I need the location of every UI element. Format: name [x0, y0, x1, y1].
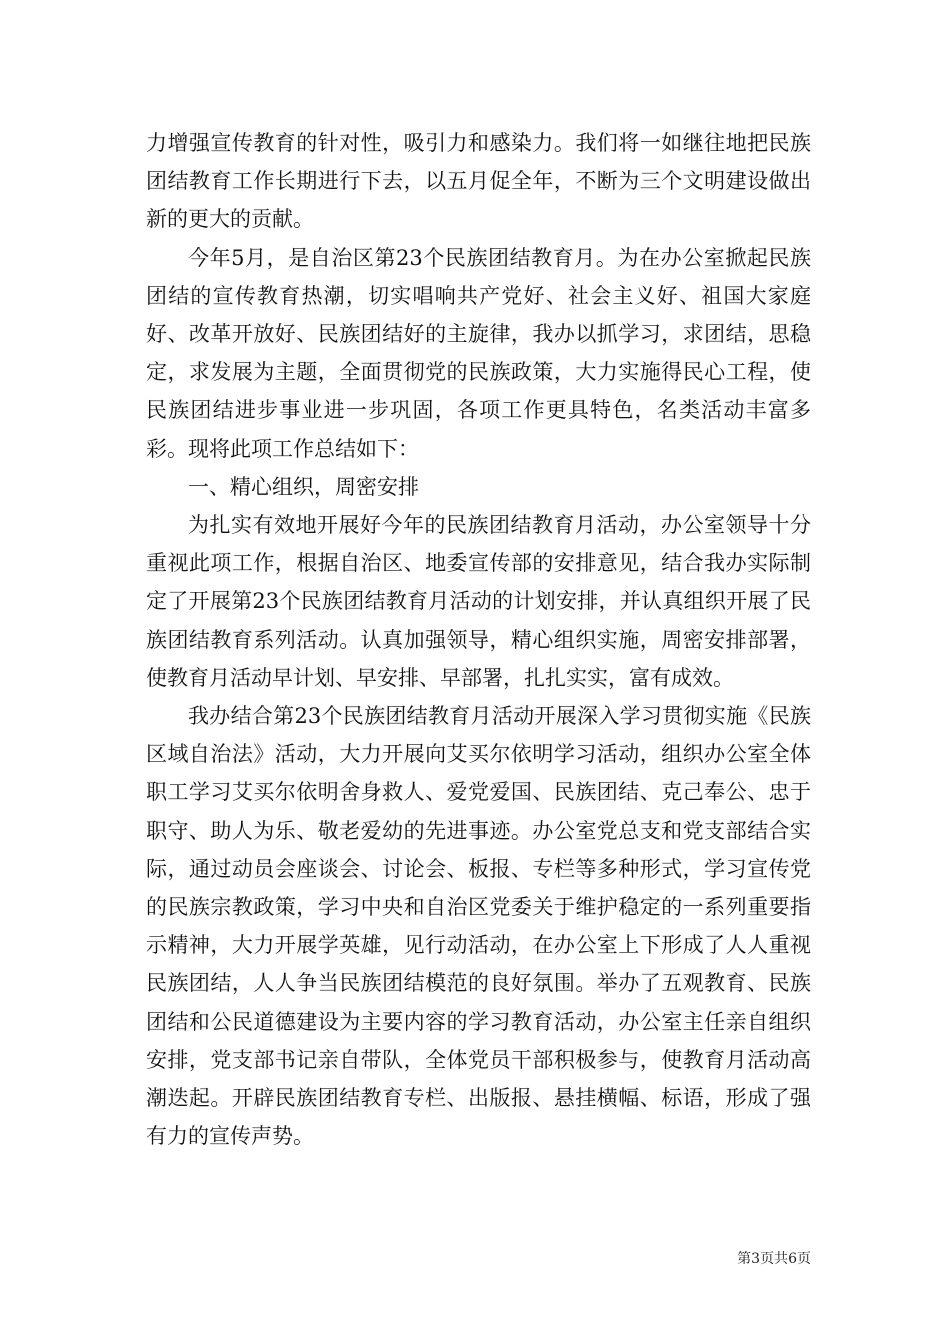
- page-number: 第3页共6页: [737, 1251, 811, 1267]
- paragraph-continuation: 力增强宣传教育的针对性，吸引力和感染力。我们将一如继往地把民族团结教育工作长期进行下去，以五月促全年，不断为三个文明建设做出新的更大的贡献。: [146, 131, 811, 232]
- paragraph-intro: 今年5月，是自治区第23个民族团结教育月。为在办公室掀起民族团结的宣传教育热潮，切实唱响共产党好、社会主义好、祖国大家庭好、改革开放好、民族团结好的主旋律，我办以抓学习，求团结，思稳定，求发展为主题，全面贯彻党的民族政策，大力实施得民心工程，使民族团结进步事业进一步巩固，各项工作更具特色，名类活动丰富多彩。现将此项工作总结如下：: [146, 245, 811, 461]
- section-heading: 一、精心组织，周密安排: [188, 474, 419, 499]
- document-body: [146, 124, 811, 1155]
- paragraph-organization: 为扎实有效地开展好今年的民族团结教育月活动，办公室领导十分重视此项工作，根据自治区、地委宣传部的安排意见，结合我办实际制定了开展第23个民族团结教育月活动的计划安排，并认真组织开展了民族团结教育系列活动。认真加强领导，精心组织实施，周密安排部署，使教育月活动早计划、早安排、早部署，扎扎实实，富有成效。: [146, 513, 811, 690]
- paragraph-activities: 我办结合第23个民族团结教育月活动开展深入学习贯彻实施《民族区域自治法》活动，大力开展向艾买尔依明学习活动，组织办公室全体职工学习艾买尔依明舍身救人、爱党爱国、民族团结、克己奉公、忠于职守、助人为乐、敬老爱幼的先进事迹。办公室党总支和党支部结合实际，通过动员会座谈会、讨论会、板报、专栏等多种形式，学习宣传党的民族宗教政策，学习中央和自治区党委关于维护稳定的一系列重要指示精神，大力开展学英雄，见行动活动，在办公室上下形成了人人重视民族团结，人人争当民族团结模范的良好氛围。举办了五观教育、民族团结和公民道德建设为主要内容的学习教育活动，办公室主任亲自组织安排，党支部书记亲自带队，全体党员干部积极参与，使教育月活动高潮迭起。开辟民族团结教育专栏、出版报、悬挂横幅、标语，形成了强有力的宣传声势。: [146, 704, 811, 1149]
